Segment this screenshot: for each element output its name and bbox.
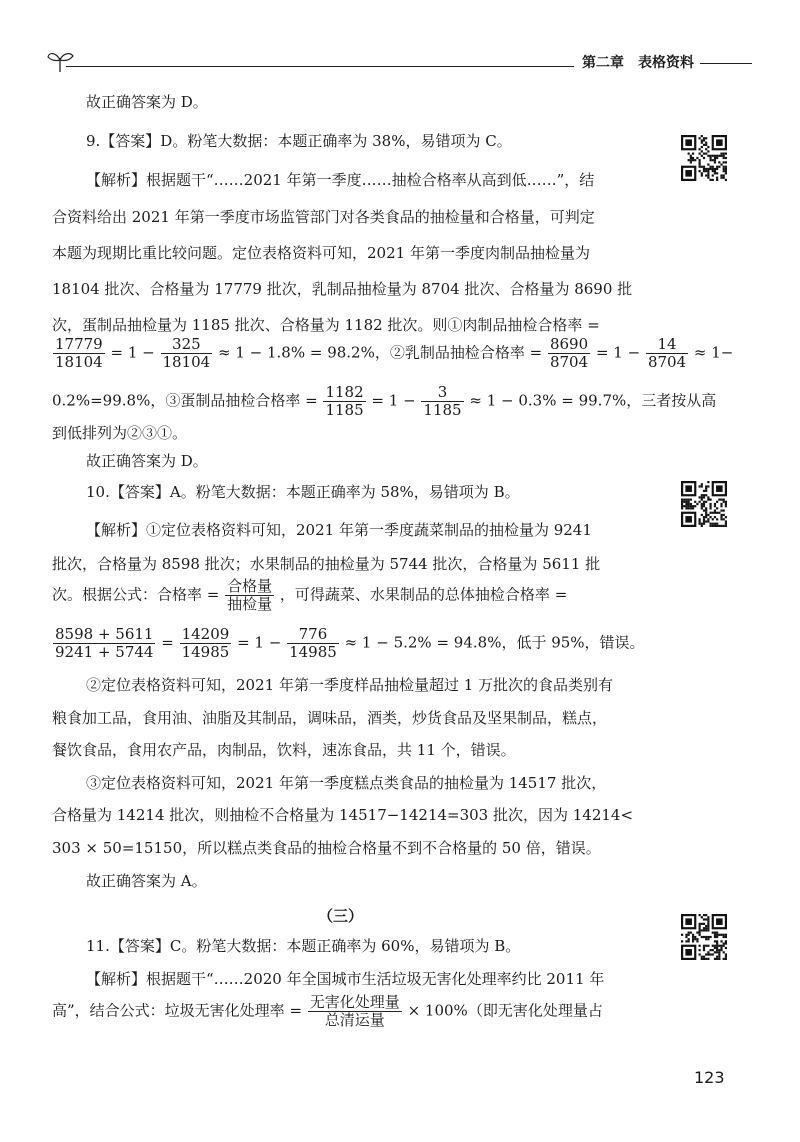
fraction: $\frac{1182}{1185}$ [325, 383, 364, 419]
page-number: 123 [694, 1068, 725, 1087]
chapter-label: 第二章 [582, 55, 624, 71]
text-line: ②定位表格资料可知，2021 年第一季度样品抽检量超过 1 万批次的食品类别有 [86, 676, 614, 694]
qr-code-icon[interactable] [681, 481, 727, 527]
text-line: 303 × 50=15150，所以糕点类食品的抽检合格量不到不合格量的 50 倍，错误。 [52, 839, 601, 857]
text-line: ③定位表格资料可知，2021 年第一季度糕点类食品的抽检量为 14517 批次， [86, 774, 607, 792]
analysis-10-line: 【解析】①定位表格资料可知，2021 年第一季度蔬菜制品的抽检量为 9241 [86, 521, 592, 539]
text-line: 粮食加工品，食用油、油脂及其制品，调味品，酒类，炒货食品及坚果制品，糕点， [52, 709, 608, 727]
fraction: $\frac{17779}{18104}$ [55, 335, 103, 371]
fraction: $\frac{8598 + 5611}{9241 + 5744}$ [55, 625, 154, 661]
header-title [574, 52, 752, 72]
fraction: $\frac{8690}{8704}$ [549, 335, 589, 371]
text-line: 故正确答案为 A。 [86, 872, 207, 890]
analysis-11-line: 【解析】根据题干“……2020 年全国城市生活垃圾无害化处理率约比 2011 年 [86, 970, 605, 988]
qr-code-icon[interactable] [681, 914, 727, 960]
text-line: 故正确答案为 D。 [86, 452, 208, 470]
section-title: （三） [318, 907, 364, 925]
text-line: 批次，合格量为 8598 批次；水果制品的抽检量为 5744 批次，合格量为 5611 批 [52, 555, 601, 573]
equation-line-4: $\frac{8598 + 5611}{9241 + 5744}$ = $\frac{14209}{14985}$ = 1 − $\frac{776}{14985}$ ≈ 1 − 5.2% = 94.8%，低于 95%，错误。 [55, 625, 645, 661]
text-line: 次，蛋制品抽检量为 1185 批次、合格量为 1182 批次。则①肉制品抽检合格率 = [52, 316, 600, 334]
analysis-9-line: 【解析】根据题干“……2021 年第一季度……抽检合格率从高到低……”，结 [86, 171, 595, 189]
sprout-icon [46, 48, 76, 74]
equation-line-2: 0.2%=99.8%，③蛋制品抽检合格率 = $\frac{1182}{1185}$ = 1 − $\frac{3}{1185}$ ≈ 1 − 0.3% = 99.7%，三者按从高 [52, 383, 717, 419]
fraction: $\frac{14}{8704}$ [647, 335, 687, 371]
fraction: $\frac{3}{1185}$ [423, 383, 462, 419]
fraction: $\frac{\text{合格量}}{\text{抽检量}}$ [227, 577, 273, 613]
answer-9: 9.【答案】D。粉笔大数据：本题正确率为 38%，易错项为 C。 [86, 132, 512, 150]
fraction: $\frac{325}{18104}$ [162, 335, 211, 371]
equation-line-3: 次。根据公式：合格率 = $\frac{\text{合格量}}{\text{抽检量}}$ ，可得蔬菜、水果制品的总体抽检合格率 = [52, 577, 568, 613]
fraction: $\frac{14209}{14985}$ [181, 625, 230, 661]
equation-line-5: 高”，结合公式：垃圾无害化处理率 = $\frac{\text{无害化处理量}}{\text{总清运量}}$ × 100%（即无害化处理量占 [52, 993, 603, 1029]
answer-10: 10.【答案】A。粉笔大数据：本题正确率为 58%，易错项为 B。 [86, 483, 520, 501]
text-line: 餐饮食品，食用农产品，肉制品，饮料，速冻食品，共 11 个，错误。 [52, 741, 516, 759]
section-label: 表格资料 [638, 55, 694, 71]
running-header [46, 48, 752, 78]
text-line: 合格量为 14214 批次，则抽检不合格量为 14517−14214=303 批次，因为 14214< [52, 806, 634, 824]
text-line: 合资料给出 2021 年第一季度市场监管部门对各类食品的抽检量和合格量，可判定 [52, 208, 595, 226]
qr-code-icon[interactable] [681, 135, 727, 181]
text-line: 18104 批次、合格量为 17779 批次，乳制品抽检量为 8704 批次、合格量为 8690 批 [52, 280, 633, 298]
fraction: $\frac{776}{14985}$ [289, 625, 337, 661]
answer-11: 11.【答案】C。粉笔大数据：本题正确率为 60%，易错项为 B。 [86, 937, 521, 955]
equation-line-1: $\frac{17779}{18104}$ = 1 − $\frac{325}{18104}$ ≈ 1 − 1.8% = 98.2%，②乳制品抽检合格率 = $\frac{8690}{8704}$ = 1 − $\frac{14}{8704}$ ≈ 1− [55, 335, 734, 371]
text-line: 本题为现期比重比较问题。定位表格资料可知，2021 年第一季度肉制品抽检量为 [52, 244, 590, 262]
fraction: $\frac{\text{无害化处理量}}{\text{总清运量}}$ [309, 993, 400, 1029]
text-line: 故正确答案为 D。 [86, 93, 208, 111]
text-line: 到低排列为②③①。 [52, 424, 188, 442]
